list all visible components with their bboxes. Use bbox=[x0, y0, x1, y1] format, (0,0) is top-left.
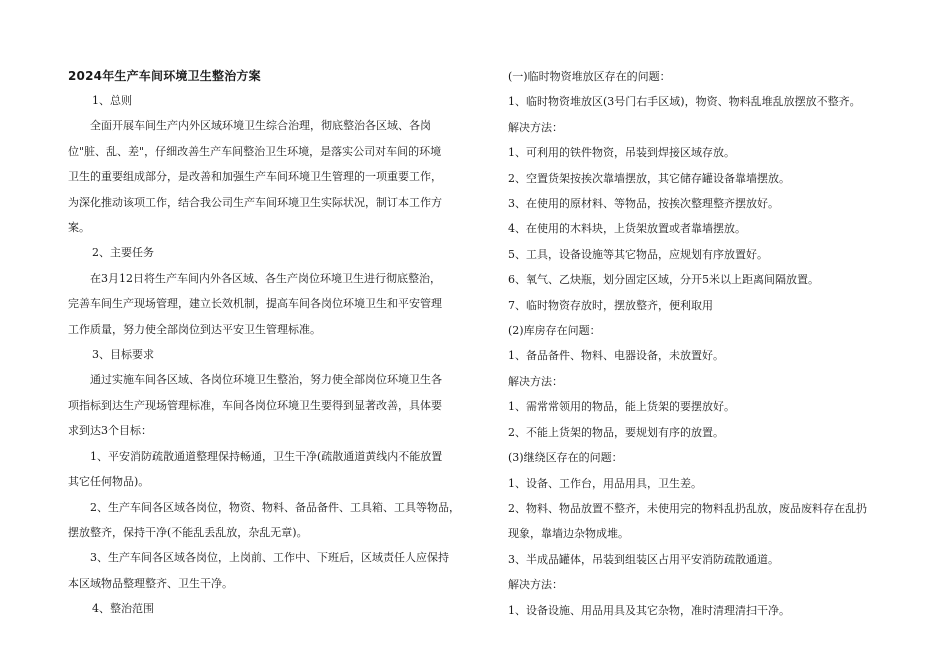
text-line: 完善车间生产现场管理，建立长效机制，提高车间各岗位环境卫生和平安管理 bbox=[68, 297, 442, 311]
text-line: 1、临时物资堆放区(3号门右手区域)，物资、物料乱堆乱放摆放不整齐。 bbox=[508, 95, 861, 109]
text-line: 2、主要任务 bbox=[92, 246, 154, 260]
text-line: 4、在使用的木料块，上货架放置或者靠墙摆放。 bbox=[508, 222, 746, 236]
text-line: 7、临时物资存放时，摆放整齐，便利取用 bbox=[508, 298, 713, 312]
paragraph-r-13 bbox=[508, 369, 893, 394]
text-line: 4、整治范围 bbox=[92, 602, 154, 616]
text-line: 解决方法： bbox=[508, 120, 563, 134]
section-heading-s3-heading bbox=[68, 342, 460, 367]
text-line: 解决方法： bbox=[508, 374, 563, 388]
text-line: 全面开展车间生产内外区域环境卫生综合治理，彻底整治各区域、各岗 bbox=[68, 119, 431, 133]
paragraph-r-16 bbox=[508, 445, 893, 470]
paragraph-r-19 bbox=[508, 547, 893, 572]
text-line: 1、需常常领用的物品，能上货架的要摆放好。 bbox=[508, 400, 735, 414]
paragraph-r-17 bbox=[508, 471, 893, 496]
text-line: 1、备品备件、物料、电器设备，未放置好。 bbox=[508, 349, 724, 363]
text-line: 1、可利用的铁件物资，吊装到焊接区域存放。 bbox=[508, 146, 735, 160]
text-line: 2、物料、物品放置不整齐，未使用完的物料乱扔乱放，废品废料存在乱扔 bbox=[508, 501, 867, 515]
text-line: 1、设备设施、用品用具及其它杂物，准时清理清扫干净。 bbox=[508, 603, 790, 617]
left-column bbox=[68, 64, 460, 622]
text-line: 工作质量，努力使全部岗位到达平安卫生管理标准。 bbox=[68, 322, 321, 336]
paragraph-r-21 bbox=[508, 598, 893, 623]
text-line: 卫生的重要组成部分，是改善和加强生产车间环境卫生管理的一项重要工作， bbox=[68, 170, 442, 184]
text-line: 求到达3个目标： bbox=[68, 424, 152, 438]
text-line: (3)继绕区存在的问题： bbox=[508, 451, 623, 465]
text-line: 通过实施车间各区域、各岗位环境卫生整治，努力使全部岗位环境卫生各 bbox=[68, 373, 442, 387]
text-line: 现象，靠墙边杂物成堆。 bbox=[508, 527, 629, 541]
paragraph-r-4 bbox=[508, 140, 893, 165]
paragraph-r-18 bbox=[508, 496, 893, 547]
paragraph-r-2 bbox=[508, 89, 893, 114]
document-title: 2024年生产车间环境卫生整治方案 bbox=[68, 69, 261, 83]
paragraph-r-9 bbox=[508, 267, 893, 292]
paragraph-s3-body bbox=[68, 367, 460, 443]
text-line: 5、工具，设备设施等其它物品，应规划有序放置好。 bbox=[508, 247, 768, 261]
text-line: 1、平安消防疏散通道整理保持畅通，卫生干净(疏散通道黄线内不能放置 bbox=[68, 449, 443, 463]
paragraph-s2-body bbox=[68, 266, 460, 342]
text-line: 3、目标要求 bbox=[92, 348, 154, 362]
paragraph-goal-2 bbox=[68, 495, 460, 546]
text-line: 项指标到达生产现场管理标准，车间各岗位环境卫生要得到显著改善，具体要 bbox=[68, 398, 442, 412]
paragraph-r-15 bbox=[508, 420, 893, 445]
paragraph-r-11 bbox=[508, 318, 893, 343]
paragraph-r-1 bbox=[508, 64, 893, 89]
right-column bbox=[508, 64, 893, 623]
text-line: 2、生产车间各区域各岗位，物资、物料、备品备件、工具箱、工具等物品， bbox=[68, 500, 460, 514]
text-line: (一)临时物资堆放区存在的问题： bbox=[508, 70, 671, 83]
text-line: 为深化推动该项工作，结合我公司生产车间环境卫生实际状况，制订本工作方 bbox=[68, 195, 442, 209]
paragraph-r-14 bbox=[508, 394, 893, 419]
paragraph-r-5 bbox=[508, 166, 893, 191]
text-line: (2)库房存在问题： bbox=[508, 324, 601, 338]
section-heading-s1-heading bbox=[68, 88, 460, 113]
text-line: 3、生产车间各区域各岗位，上岗前、工作中、下班后，区域责任人应保持 bbox=[68, 551, 449, 565]
section-heading-s4-heading bbox=[68, 596, 460, 621]
paragraph-r-7 bbox=[508, 216, 893, 241]
text-line: 摆放整齐，保持干净(不能乱丢乱放，杂乱无章)。 bbox=[68, 525, 308, 539]
paragraph-r-10 bbox=[508, 293, 893, 318]
section-heading-s2-heading bbox=[68, 240, 460, 265]
paragraph-goal-3 bbox=[68, 545, 460, 596]
text-line: 3、在使用的原材料、等物品，按挨次整理整齐摆放好。 bbox=[508, 197, 779, 211]
text-line: 2、不能上货架的物品，要规划有序的放置。 bbox=[508, 425, 724, 439]
text-line: 3、半成品罐体，吊装到组装区占用平安消防疏散通道。 bbox=[508, 552, 779, 566]
text-line: 解决方法： bbox=[508, 578, 563, 592]
paragraph-goal-1 bbox=[68, 444, 460, 495]
paragraph-r-6 bbox=[508, 191, 893, 216]
text-line: 位"脏、乱、差"，仔细改善生产车间整治卫生环境，是落实公司对车间的环境 bbox=[68, 144, 442, 158]
paragraph-r-12 bbox=[508, 343, 893, 368]
text-line: 在3月12日将生产车间内外各区域、各生产岗位环境卫生进行彻底整治， bbox=[68, 271, 441, 285]
paragraph-r-20 bbox=[508, 572, 893, 597]
paragraph-s1-body bbox=[68, 113, 460, 240]
paragraph-r-3 bbox=[508, 115, 893, 140]
text-line: 2、空置货架按挨次靠墙摆放，其它储存罐设备靠墙摆放。 bbox=[508, 171, 790, 185]
text-line: 6、氧气、乙炔瓶，划分固定区域，分开5米以上距离间隔放置。 bbox=[508, 273, 819, 287]
text-line: 1、设备、工作台，用品用具，卫生差。 bbox=[508, 476, 702, 490]
text-line: 本区域物品整理整齐、卫生干净。 bbox=[68, 576, 233, 590]
text-line: 1、总则 bbox=[92, 94, 132, 107]
paragraph-r-8 bbox=[508, 242, 893, 267]
text-line: 案。 bbox=[68, 221, 90, 235]
text-line: 其它任何物品)。 bbox=[68, 475, 150, 489]
